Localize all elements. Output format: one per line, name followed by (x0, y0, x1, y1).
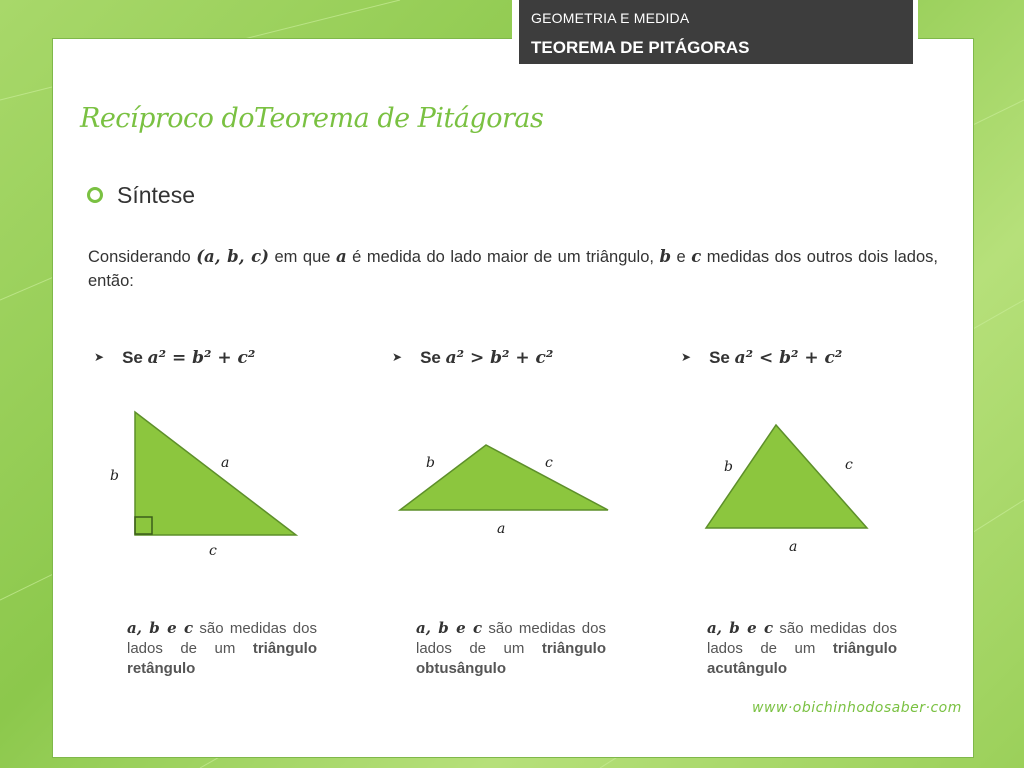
section-heading: Síntese (117, 182, 195, 208)
header-title: TEOREMA DE PITÁGORAS (531, 38, 750, 57)
label-a: a (789, 539, 798, 555)
caption-text: são medidas dos lados de um (127, 620, 317, 657)
case-formula: a² > b² + c² (445, 348, 554, 368)
caption-vars: a, b e c (416, 619, 483, 637)
label-c: c (209, 543, 217, 559)
caption-right (127, 618, 317, 679)
caption-text: são medidas dos lados de um (707, 620, 897, 657)
intro-text: e (671, 248, 692, 266)
intro-math: a (335, 247, 347, 266)
arrowhead-icon: ➤ (681, 350, 692, 364)
slide-title: Recíproco doTeorema de Pitágoras (80, 103, 544, 134)
caption-obtuse (416, 618, 606, 679)
intro-text: é medida do lado maior de um triângulo, (346, 248, 660, 266)
label-b: b (426, 455, 435, 471)
caption-vars: a, b e c (127, 619, 194, 637)
intro-math: c (691, 247, 702, 266)
caption-type: triângulo obtusângulo (416, 640, 606, 677)
acute-triangle (706, 425, 867, 528)
label-c: c (845, 457, 853, 473)
arrowhead-icon: ➤ (392, 350, 403, 364)
intro-math: (a, b, c) (196, 247, 269, 266)
label-b: b (110, 468, 119, 484)
caption-text: são medidas dos lados de um (416, 620, 606, 657)
label-a: a (497, 521, 506, 537)
caption-acute (707, 618, 897, 679)
case-se: Se (709, 348, 730, 367)
intro-text: medidas dos outros dois lados, então: (88, 248, 938, 290)
intro-text: em que (268, 248, 336, 266)
case-formula: a² < b² + c² (734, 348, 843, 368)
caption-type: triângulo retângulo (127, 640, 317, 677)
case-se: Se (420, 348, 441, 367)
label-c: c (545, 455, 553, 471)
label-a: a (221, 455, 230, 471)
case-se: Se (122, 348, 143, 367)
label-b: b (724, 459, 733, 475)
caption-vars: a, b e c (707, 619, 774, 637)
case-formula: a² = b² + c² (147, 348, 256, 368)
caption-type: triângulo acutângulo (707, 640, 897, 677)
footer-url: www·obichinhodosaber·com (752, 700, 962, 716)
arrowhead-icon: ➤ (94, 350, 105, 364)
intro-text: Considerando (88, 248, 197, 266)
right-triangle (135, 412, 296, 535)
header-subtitle: GEOMETRIA E MEDIDA (531, 10, 690, 26)
intro-math: b (659, 247, 672, 266)
